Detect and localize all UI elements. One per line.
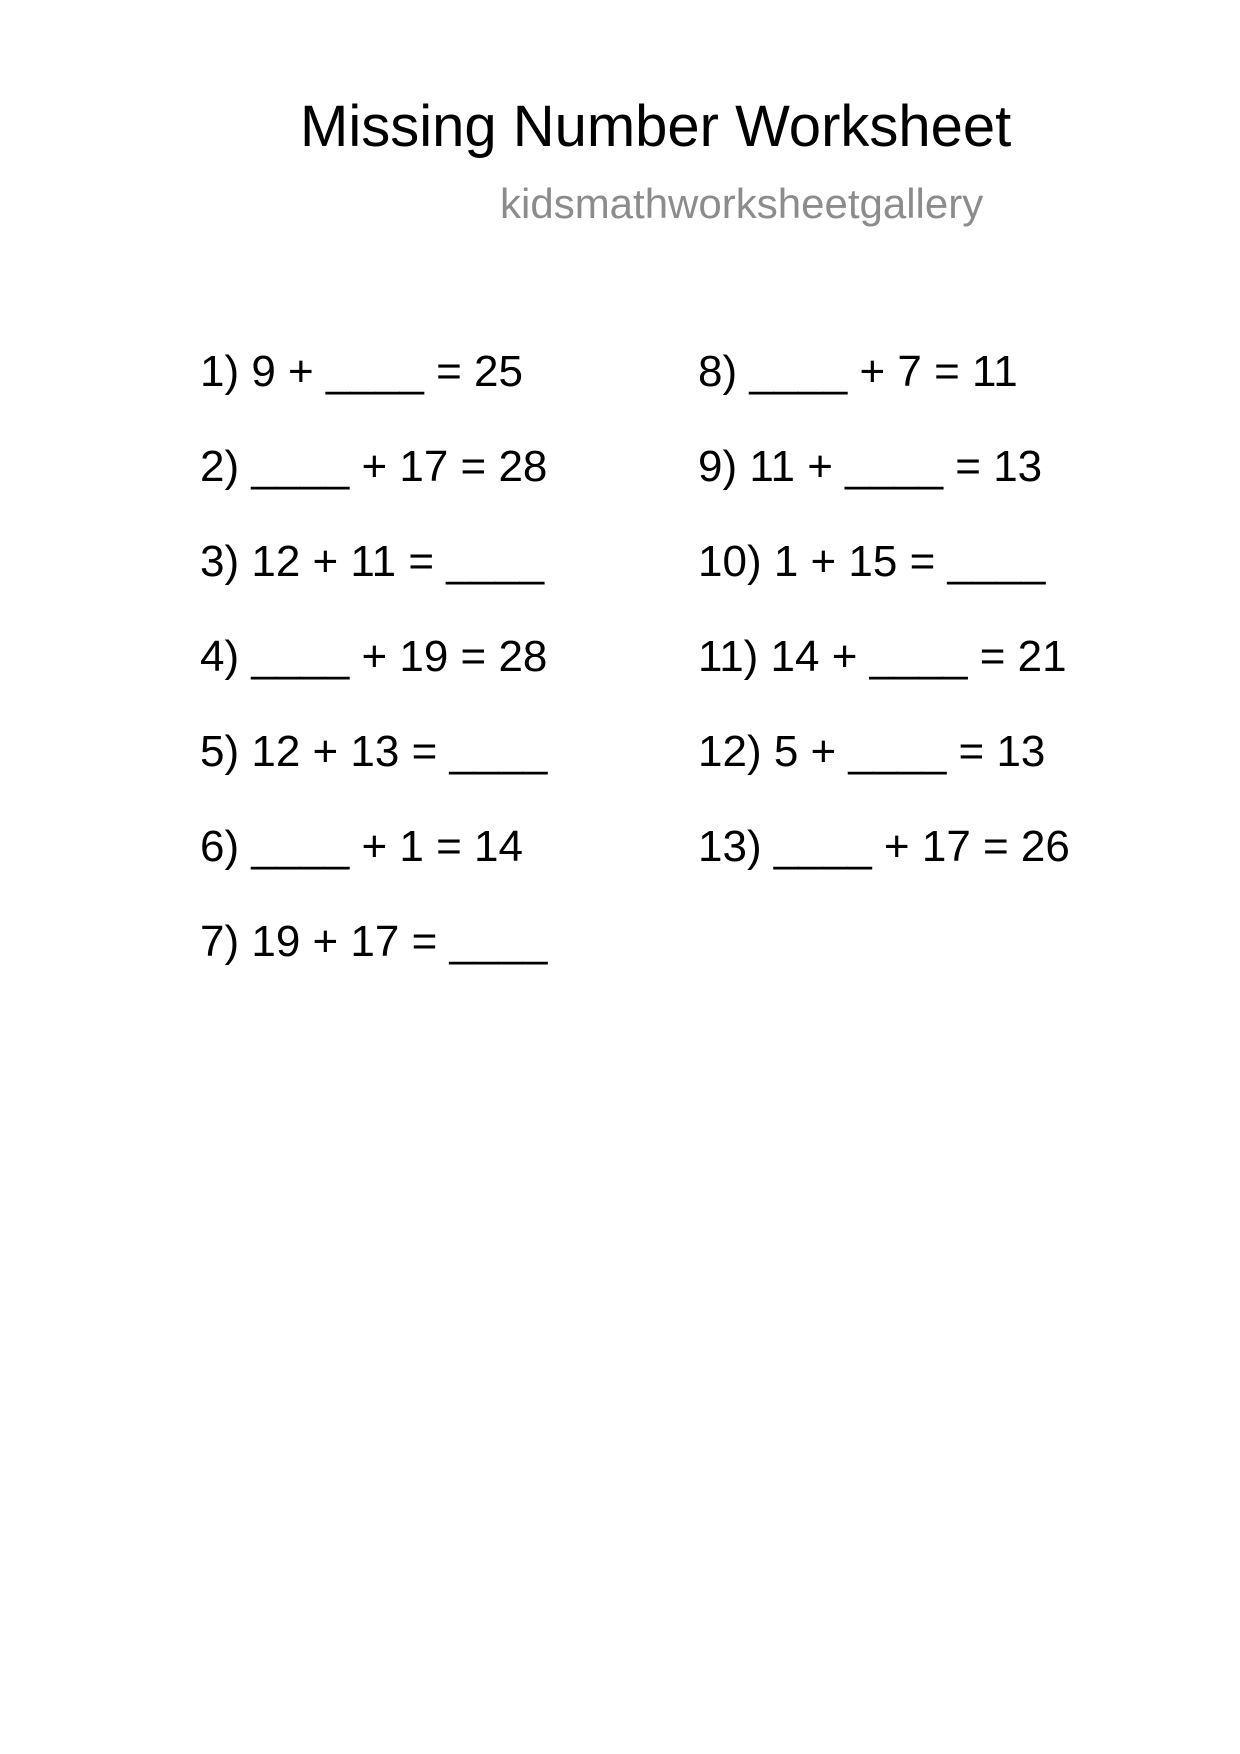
problem-11: 11) 14 + ____ = 21 <box>698 632 1067 681</box>
problem-5: 5) 12 + 13 = ____ <box>200 727 548 776</box>
problem-3: 3) 12 + 11 = ____ <box>200 537 545 586</box>
problem-12: 12) 5 + ____ = 13 <box>698 727 1046 776</box>
problem-column-left <box>200 347 548 1015</box>
problem-7: 7) 19 + 17 = ____ <box>200 917 548 966</box>
problem-column-right <box>698 347 1070 920</box>
problem-9: 9) 11 + ____ = 13 <box>698 442 1043 491</box>
problem-10: 10) 1 + 15 = ____ <box>698 537 1046 586</box>
worksheet-title: Missing Number Worksheet <box>300 94 1012 159</box>
problem-8: 8) ____ + 7 = 11 <box>698 347 1018 396</box>
worksheet-source: kidsmathworksheetgallery <box>500 180 984 227</box>
problem-4: 4) ____ + 19 = 28 <box>200 632 548 681</box>
problem-13: 13) ____ + 17 = 26 <box>698 822 1070 871</box>
problem-6: 6) ____ + 1 = 14 <box>200 822 523 871</box>
problem-2: 2) ____ + 17 = 28 <box>200 442 548 491</box>
problem-1: 1) 9 + ____ = 25 <box>200 347 523 396</box>
